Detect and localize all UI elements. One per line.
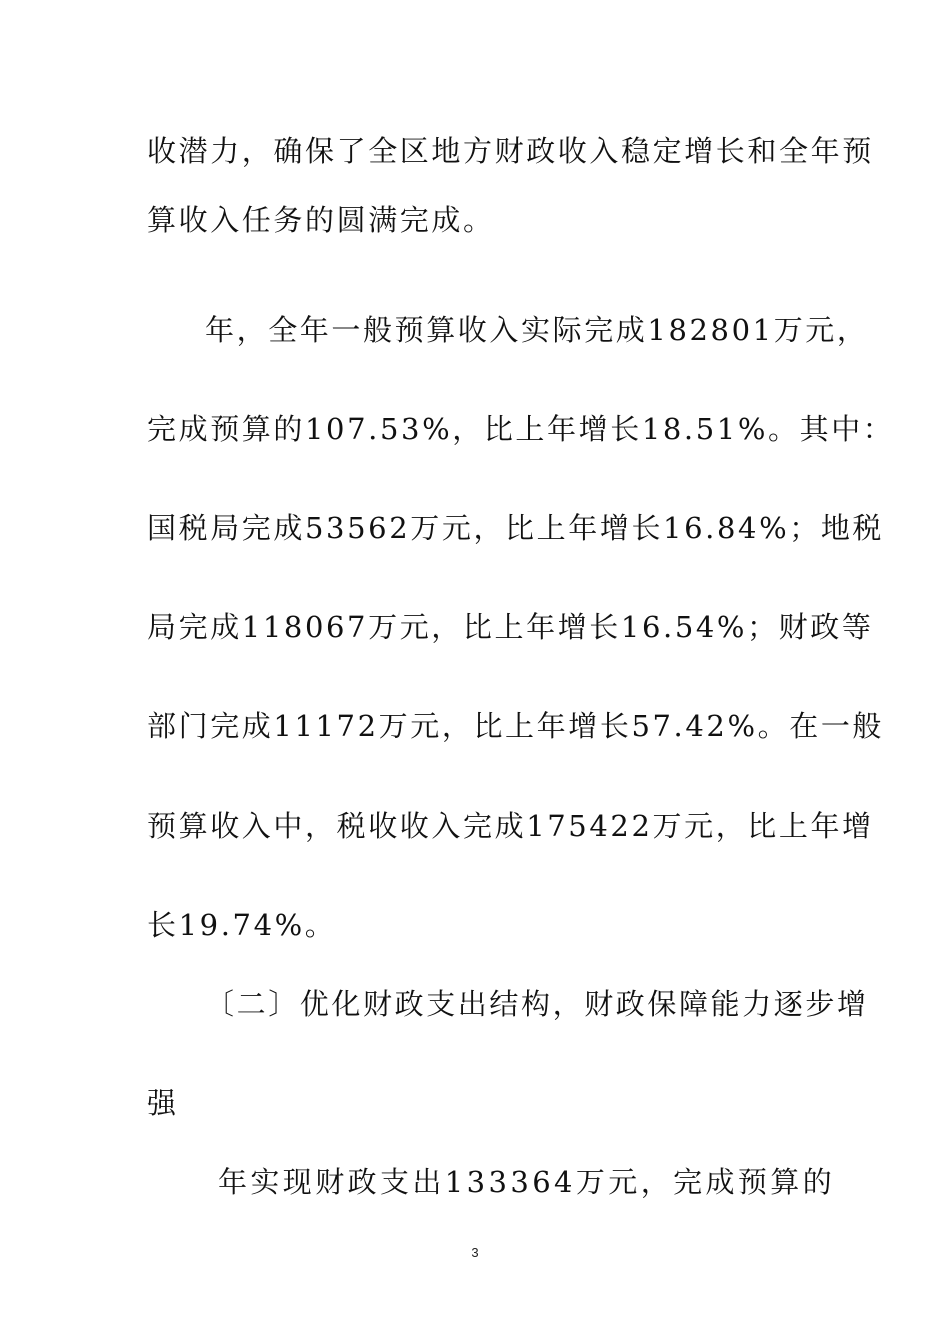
paragraph-line: 部门完成11172万元，比上年增长57.42%。在一般 bbox=[147, 709, 885, 743]
paragraph-line: 收潜力，确保了全区地方财政收入稳定增长和全年预 bbox=[147, 134, 874, 168]
section-heading-continuation: 强 bbox=[147, 1086, 179, 1120]
paragraph-line: 预算收入中，税收收入完成175422万元，比上年增 bbox=[147, 809, 874, 843]
paragraph-line: 完成预算的107.53%，比上年增长18.51%。其中： bbox=[147, 412, 895, 446]
paragraph-line: 年，全年一般预算收入实际完成182801万元， bbox=[205, 313, 869, 347]
paragraph-line: 算收入任务的圆满完成。 bbox=[147, 203, 495, 237]
paragraph-line: 长19.74%。 bbox=[147, 908, 337, 942]
paragraph-line: 年实现财政支出133364万元，完成预算的 bbox=[218, 1165, 836, 1199]
paragraph-line: 局完成118067万元，比上年增长16.54%；财政等 bbox=[147, 610, 874, 644]
section-heading: 〔二〕优化财政支出结构，财政保障能力逐步增 bbox=[205, 987, 869, 1021]
paragraph-line: 国税局完成53562万元，比上年增长16.84%；地税 bbox=[147, 511, 885, 545]
page-number: 3 bbox=[471, 1245, 479, 1260]
